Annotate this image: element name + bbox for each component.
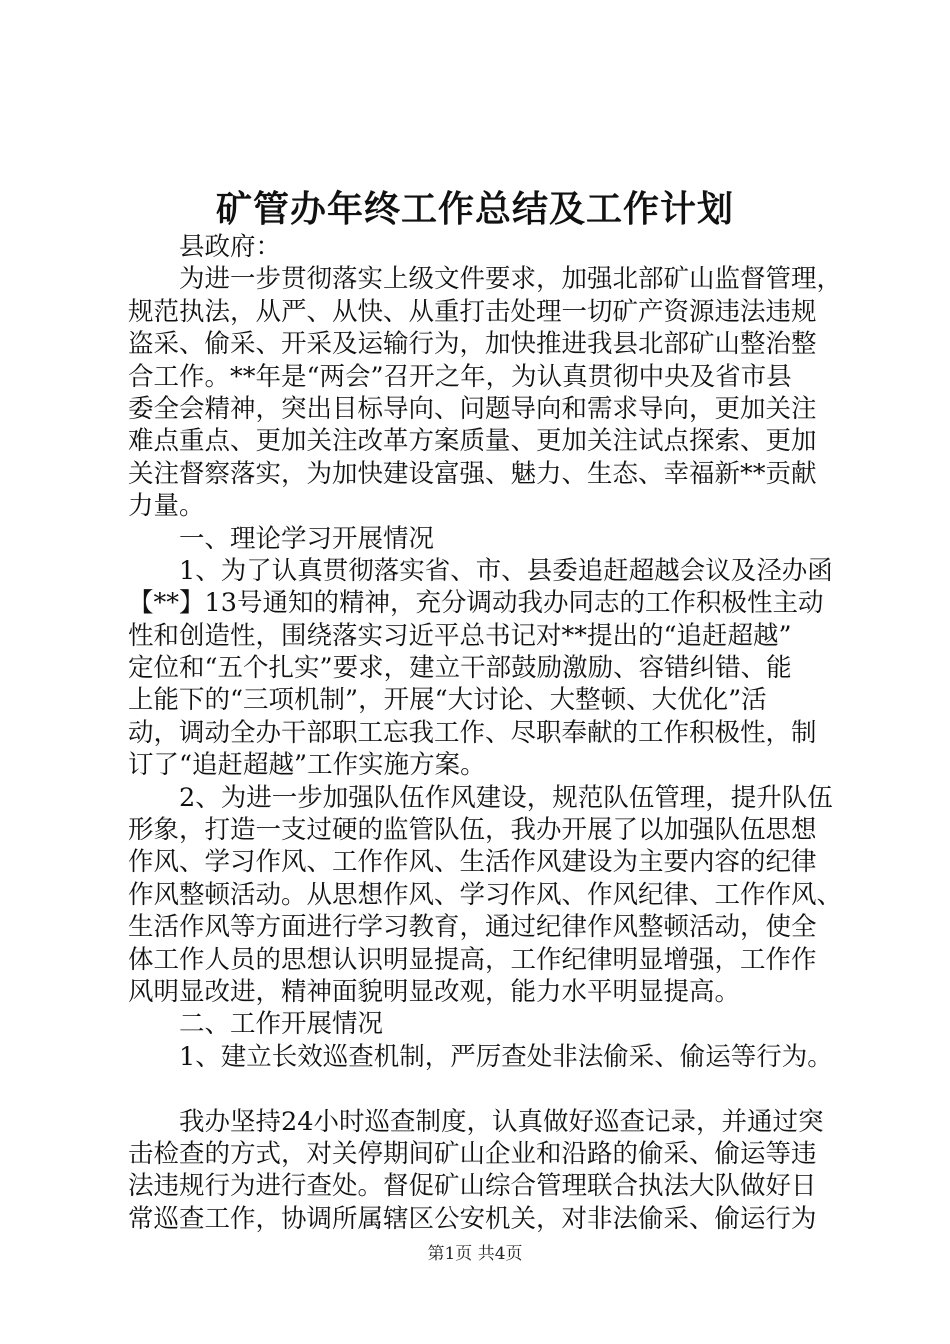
body-text-line: 作风、学习作风、工作作风、生活作风建设为主要内容的纪律 <box>128 847 817 878</box>
body-text-line: 盗采、偷采、开采及运输行为，加快推进我县北部矿山整治整 <box>128 329 817 360</box>
body-text-line: 一、理论学习开展情况 <box>179 523 435 554</box>
body-text-line: 1、建立长效巡查机制，严厉查处非法偷采、偷运等行为。 <box>179 1041 833 1072</box>
body-text-line: 生活作风等方面进行学习教育，通过纪律作风整顿活动，使全 <box>128 912 817 943</box>
body-text-line: 定位和“五个扎实”要求，建立干部鼓励激励、容错纠错、能 <box>128 653 792 684</box>
body-text-line: 常巡查工作，协调所属辖区公安机关，对非法偷采、偷运行为 <box>128 1203 817 1234</box>
body-text-line: 关注督察落实，为加快建设富强、魅力、生态、幸福新**贡献 <box>128 458 817 489</box>
body-text-line: 击检查的方式，对关停期间矿山企业和沿路的偷采、偷运等违 <box>128 1138 817 1169</box>
body-text-line: 上能下的“三项机制”，开展“大讨论、大整顿、大优化”活 <box>128 685 767 716</box>
body-text-line: 体工作人员的思想认识明显提高，工作纪律明显增强，工作作 <box>128 944 817 975</box>
body-text-line: 性和创造性，围绕落实习近平总书记对**提出的“追赶超越” <box>128 620 792 651</box>
body-text-line: 法违规行为进行查处。督促矿山综合管理联合执法大队做好日 <box>128 1171 817 1202</box>
body-text-line: 力量。 <box>128 491 205 522</box>
body-text-line: 合工作。**年是“两会”召开之年，为认真贯彻中央及省市县 <box>128 361 792 392</box>
body-text-line: 1、为了认真贯彻落实省、市、县委追赶超越会议及泾办函 <box>179 555 833 586</box>
document-body <box>128 231 843 1235</box>
body-text-line: 订了“追赶超越”工作实施方案。 <box>128 750 486 781</box>
body-text-line: 风明显改进，精神面貌明显改观，能力水平明显提高。 <box>128 976 741 1007</box>
body-text-line: 委全会精神，突出目标导向、问题导向和需求导向，更加关注 <box>128 393 817 424</box>
page-footer: 第1页 共4页 <box>427 1244 523 1264</box>
body-text-line: 我办坚持24小时巡查制度，认真做好巡查记录，并通过突 <box>179 1106 824 1137</box>
body-text-line: 县政府： <box>179 232 282 262</box>
body-text-line: 【**】13号通知的精神，充分调动我办同志的工作积极性主动 <box>128 588 824 619</box>
body-text-line: 2、为进一步加强队伍作风建设，规范队伍管理，提升队伍 <box>179 782 833 813</box>
body-text-line: 为进一步贯彻落实上级文件要求，加强北部矿山监督管理， <box>179 264 843 295</box>
body-text-line: 形象，打造一支过硬的监管队伍，我办开展了以加强队伍思想 <box>128 815 817 846</box>
body-text-line: 规范执法，从严、从快、从重打击处理一切矿产资源违法违规 <box>128 296 817 327</box>
body-text-line: 难点重点、更加关注改革方案质量、更加关注试点探索、更加 <box>128 426 817 457</box>
body-text-line: 作风整顿活动。从思想作风、学习作风、作风纪律、工作作风、 <box>128 879 843 910</box>
document-title: 矿管办年终工作总结及工作计划 <box>215 188 734 230</box>
blank-line <box>128 1073 828 1105</box>
body-text-line: 动，调动全办干部职工忘我工作、尽职奉献的工作积极性，制 <box>128 717 817 748</box>
body-text-line: 二、工作开展情况 <box>179 1009 384 1040</box>
